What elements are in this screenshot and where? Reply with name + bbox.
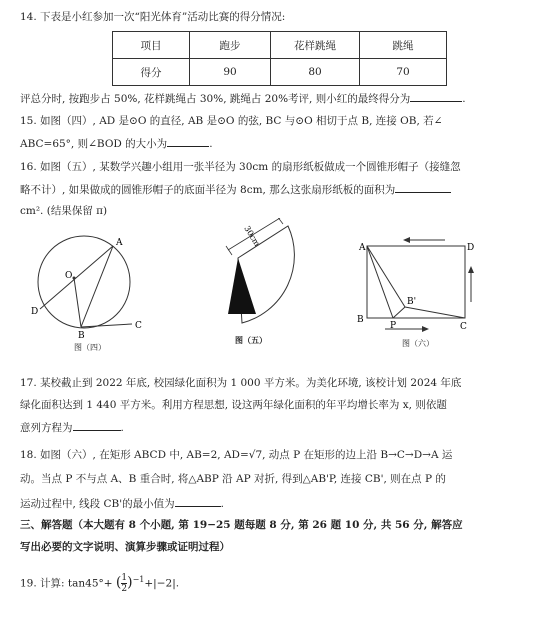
- fraction-denominator: 2: [121, 584, 128, 594]
- answer-blank[interactable]: [175, 496, 221, 507]
- diameter-ad: [40, 246, 113, 309]
- q18-line3-text: 运动过程中, 线段 CB'的最小值为: [20, 498, 175, 510]
- q17-line3-text: 意列方程为: [20, 422, 73, 434]
- q16-line2: [20, 182, 451, 197]
- figure-6: [355, 232, 485, 347]
- label-a: A: [359, 243, 366, 253]
- q14-tail: [20, 91, 466, 106]
- q18-line1: 18. 如图（六）, 在矩形 ABCD 中, AB=2, AD=√7, 动点 P 在矩形的边上沿 B→C→D→A 运: [20, 449, 453, 461]
- table-cell: 得分: [113, 59, 190, 86]
- radius-ob: [74, 278, 81, 327]
- q19-prefix: 19. 计算: tan45°+: [20, 577, 113, 590]
- period: .: [120, 422, 124, 434]
- q17-line3: [20, 420, 124, 435]
- q15-line1: 15. 如图（四）, AD 是⊙O 的直径, AB 是⊙O 的弦, BC 与⊙O 相切于点 B, 连接 OB, 若∠: [20, 115, 443, 127]
- q14-tail-text: 评总分时, 按跑步占 50%, 花样跳绳占 30%, 跳绳占 20%考评, 则小红的最终得分为: [20, 93, 411, 105]
- label-d: D: [467, 243, 475, 253]
- label-30cm: 30cm: [242, 224, 262, 248]
- q17-line1: 17. 某校截止到 2022 年底, 校园绿化面积为 1 000 平方米。为美化环境, 该校计划 2024 年底: [20, 377, 462, 389]
- q16-line2-text: 略不计）, 如果做成的圆锥形帽子的底面半径为 8cm, 那么这张扇形纸板的面积为: [20, 184, 396, 196]
- q18-line3: [20, 496, 224, 511]
- label-b-prime: B': [407, 297, 417, 307]
- table-header-row: [113, 32, 447, 59]
- answer-blank[interactable]: [73, 420, 121, 431]
- q19: 19. 计算: tan45°+ ( $\frac{1}{2}$ )$^{-1}$+|−2|.: [20, 573, 180, 594]
- period: .: [220, 498, 224, 510]
- period: .: [462, 93, 466, 105]
- table-row: [113, 59, 447, 86]
- period: .: [209, 138, 213, 150]
- label-d: D: [31, 307, 39, 317]
- table-cell: 跳绳: [360, 32, 447, 59]
- answer-blank[interactable]: [167, 136, 209, 147]
- cone-shape: [228, 258, 256, 314]
- q15-line2-text: ABC=65°, 则∠BOD 的大小为: [20, 138, 168, 150]
- answer-blank[interactable]: [395, 182, 451, 193]
- label-p: P: [390, 321, 397, 331]
- table-cell: 70: [360, 59, 447, 86]
- table-cell: 项目: [113, 32, 190, 59]
- rectangle-abcd: [367, 246, 465, 318]
- segment-b-prime-p: [393, 307, 405, 318]
- figure-5: [210, 218, 310, 343]
- segment-cb-prime: [405, 307, 465, 318]
- section-3-heading: 三、解答题（本大题有 8 个小题, 第 19−25 题每题 8 分, 第 26 题 10 分, 共 56 分, 解答应: [20, 519, 463, 531]
- q16-line1: 16. 如图（五）, 某数学兴趣小组用一张半径为 30cm 的扇形纸板做成一个圆锥形帽子（接缝忽: [20, 161, 461, 173]
- tangent-bc: [81, 324, 132, 327]
- label-c: C: [460, 322, 467, 332]
- figure-6-caption: 图（六）: [402, 339, 434, 348]
- fraction-numerator: 1: [121, 573, 128, 583]
- table-cell: 跑步: [190, 32, 271, 59]
- chord-ab: [81, 246, 113, 327]
- score-table: [112, 31, 447, 86]
- q19-suffix: +|−2|.: [144, 577, 180, 590]
- label-b: B: [357, 315, 364, 325]
- table-cell: 花样跳绳: [271, 32, 360, 59]
- figure-4-caption: 图（四）: [74, 343, 106, 352]
- exponent: −1: [132, 575, 145, 584]
- label-a: A: [116, 238, 123, 248]
- label-b: B: [78, 331, 85, 341]
- table-cell: 80: [271, 59, 360, 86]
- label-o: O: [65, 271, 73, 281]
- q17-line2: 绿化面积达到 1 440 平方米。利用方程思想, 设这两年绿化面积的年平均增长率为 x, 则依题: [20, 399, 447, 411]
- q18-line2: 动。当点 P 不与点 A、B 重合时, 将△ABP 沿 AP 对折, 得到△AB'P, 连接 CB', 则在点 P 的: [20, 473, 446, 485]
- q16-line3: cm². (结果保留 π): [20, 205, 108, 217]
- q14-stem: 14. 下表是小红参加一次“阳光体育”活动比赛的得分情况:: [20, 11, 286, 23]
- table-cell: 90: [190, 59, 271, 86]
- q15-line2: [20, 136, 213, 151]
- section-3-heading-cont: 写出必要的文字说明、演算步骤或证明过程）: [20, 541, 230, 553]
- figure-4: [28, 232, 158, 344]
- label-c: C: [135, 321, 142, 331]
- answer-blank[interactable]: [410, 91, 462, 102]
- figure-5-caption: 图（五）: [235, 335, 267, 345]
